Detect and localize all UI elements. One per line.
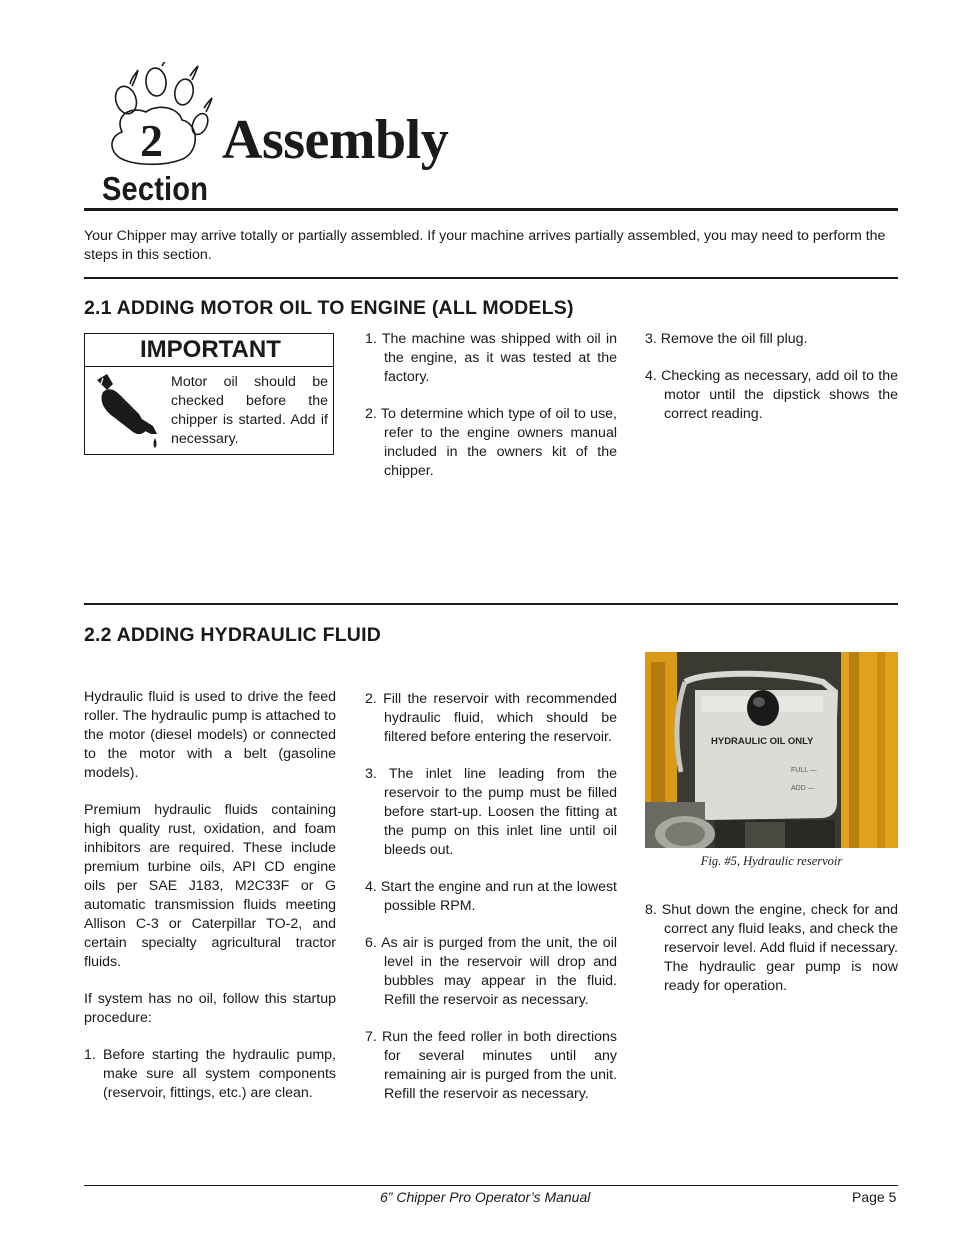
list-item: 7. Run the feed roller in both directions for several minutes until any remaining air is purged from the unit. Refill the reservoir as necessary. xyxy=(365,1029,617,1102)
photo-add-mark: ADD — xyxy=(791,785,815,792)
section-divider xyxy=(84,277,898,279)
section-2-2-column-1 xyxy=(84,688,336,1103)
paragraph: Hydraulic fluid is used to drive the feed roller. The hydraulic pump is attached to the motor (diesel models) or connected to the motor with a belt (gasoline models). xyxy=(84,689,336,781)
important-title-row xyxy=(85,334,333,367)
paragraph: Premium hydraulic fluids containing high quality rust, oxidation, and foam inhibitors are required. These include premium turbine oils, API CD engine oils per SAE J183, M2C33F or G automatic transmission fluids meeting Allison C-3 or Caterpillar TO-2, and certain specialty agricultural tractor fluids. xyxy=(84,802,336,970)
list-item: 3. The inlet line leading from the reservoir to the pump must be filled before start-up. Loosen the fitting at the pump on this inlet line until oil bleeds out. xyxy=(365,766,617,858)
list-item: 4. Start the engine and run at the lowest possible RPM. xyxy=(365,879,617,914)
section-number: 2 xyxy=(140,115,163,166)
list-item: 4. Checking as necessary, add oil to the motor until the dipstick shows the correct reading. xyxy=(645,368,898,422)
list-item: 1. Before starting the hydraulic pump, make sure all system components (reservoir, fittings, etc.) are clean. xyxy=(84,1047,336,1101)
intro-paragraph: Your Chipper may arrive totally or partially assembled. If your machine arrives partially assembled, you may need to perform the steps in this section. xyxy=(84,228,886,263)
section-2-1-heading: 2.1 ADDING MOTOR OIL TO ENGINE (ALL MODELS) xyxy=(84,297,574,319)
list-item: 3. Remove the oil fill plug. xyxy=(645,331,808,347)
photo-tank-label: HYDRAULIC OIL ONLY xyxy=(711,736,814,747)
section-divider xyxy=(84,603,898,605)
page-number: Page 5 xyxy=(852,1189,897,1205)
list-item: 2. To determine which type of oil to use, refer to the engine owners manual included in the owners kit of the chipper. xyxy=(365,406,617,479)
important-text: Motor oil should be checked before the chipper is started. Add if necessary. xyxy=(171,374,328,447)
section-label: Section xyxy=(102,170,209,207)
list-item: 6. As air is purged from the unit, the oil level in the reservoir will drop and bubbles may appear in the fluid. Refill the reservoir as necessary. xyxy=(365,935,617,1008)
page-title: Assembly xyxy=(222,109,449,171)
section-2-2-heading: 2.2 ADDING HYDRAULIC FLUID xyxy=(84,624,381,646)
section-2-2-column-3 xyxy=(645,901,898,996)
oil-can-icon xyxy=(93,370,163,450)
footer-manual-title: 6” Chipper Pro Operator’s Manual xyxy=(380,1189,591,1205)
list-item: 2. Fill the reservoir with recommended hydraulic fluid, which should be filtered before entering the reservoir. xyxy=(365,691,617,745)
section-2-1-column-3 xyxy=(645,330,898,424)
important-title: IMPORTANT xyxy=(140,336,281,363)
photo-full-mark: FULL — xyxy=(791,767,817,774)
important-box xyxy=(84,333,334,455)
list-item: 8. Shut down the engine, check for and correct any fluid leaks, and check the reservoir level. Add fluid if necessary. The hydraulic gear pump is now ready for operation. xyxy=(645,902,898,994)
section-2-1-column-2 xyxy=(365,330,617,481)
figure-caption: Fig. #5, Hydraulic reservoir xyxy=(700,854,843,868)
hydraulic-reservoir-photo xyxy=(645,652,898,848)
list-item: 1. The machine was shipped with oil in the engine, as it was tested at the factory. xyxy=(365,331,617,385)
paragraph: If system has no oil, follow this startup procedure: xyxy=(84,991,336,1026)
section-2-2-column-2 xyxy=(365,690,617,1104)
footer-divider xyxy=(84,1185,898,1186)
header-divider xyxy=(84,208,898,211)
